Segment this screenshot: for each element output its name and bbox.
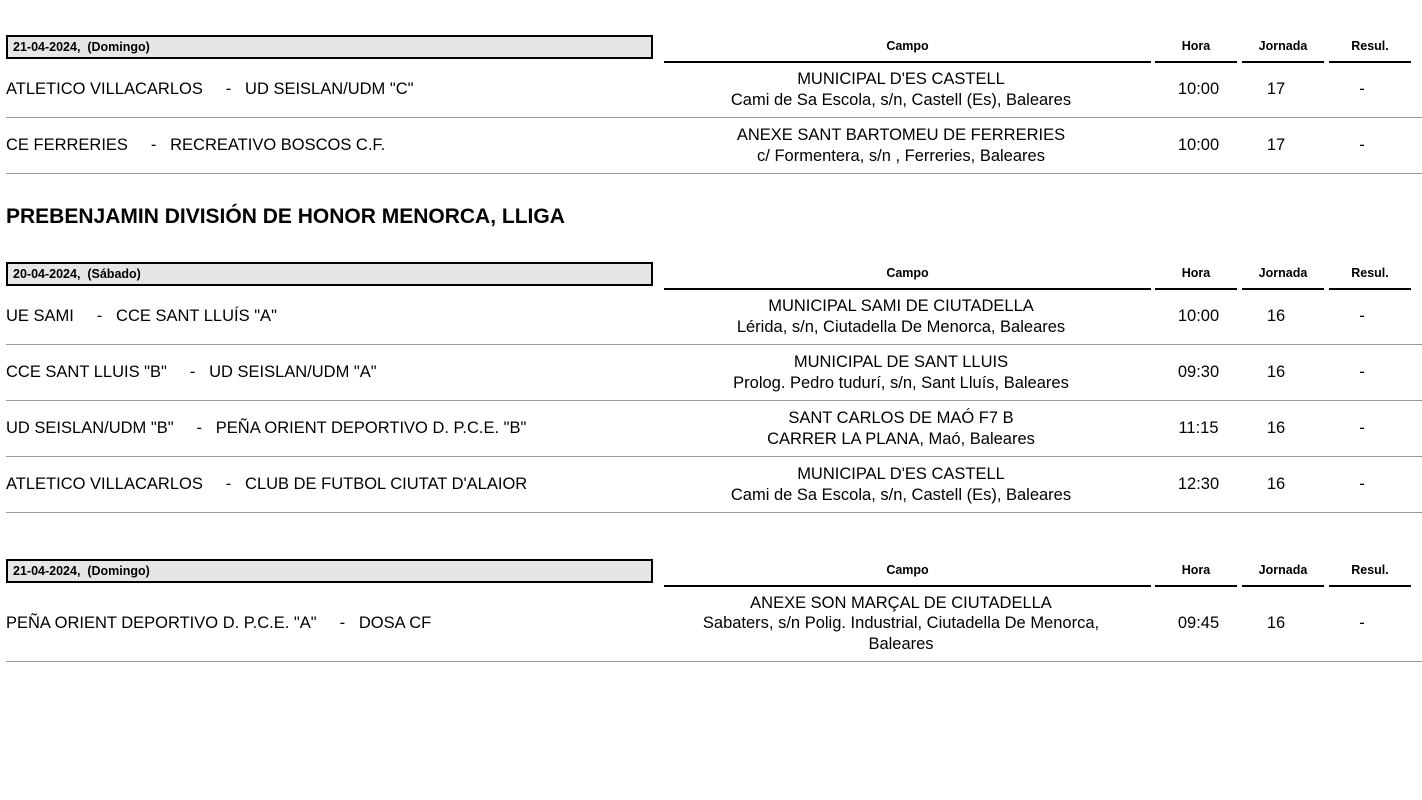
matchday: 16 [1266,363,1286,381]
fixture-block-3 [0,558,1422,662]
away-team: CLUB DE FUTBOL CIUTAT D'ALAIOR [245,475,528,493]
vs-separator: - [150,136,157,154]
teams [6,289,277,344]
venue [666,457,1136,512]
venue-name: MUNICIPAL D'ES CASTELL [797,465,1005,483]
block-header [0,261,1422,289]
match-row [6,457,1422,513]
column-header-hora: Hora [1155,558,1237,587]
home-team: ATLETICO VILLACARLOS [6,475,203,493]
column-header-resul: Resul. [1329,558,1411,587]
vs-separator: - [339,614,346,632]
fixture-block-1 [0,34,1422,174]
column-header-hora: Hora [1155,34,1237,63]
vs-separator: - [225,475,232,493]
column-header-hora: Hora [1155,261,1237,290]
matchday: 16 [1266,614,1286,632]
venue-address: Cami de Sa Escola, s/n, Castell (Es), Baleares [730,90,1072,109]
match-time: 09:30 [1177,363,1220,381]
home-team: CE FERRERIES [6,136,128,154]
venue-address: Sabaters, s/n Polig. Industrial, Ciutadella De Menorca, [702,614,1100,633]
column-header-campo: Campo [664,34,1151,63]
venue-address: Cami de Sa Escola, s/n, Castell (Es), Baleares [730,485,1072,504]
venue-name: ANEXE SON MARÇAL DE CIUTADELLA [750,593,1052,612]
home-team: ATLETICO VILLACARLOS [6,80,203,98]
match-result: - [1359,475,1365,493]
match-row [6,62,1422,118]
match-time: 10:00 [1177,136,1220,154]
column-header-resul: Resul. [1329,261,1411,290]
home-team: PEÑA ORIENT DEPORTIVO D. P.C.E. "A" [6,614,317,632]
teams [6,586,431,661]
matchday: 17 [1266,80,1286,98]
match-result: - [1359,136,1365,154]
home-team: CCE SANT LLUIS "B" [6,363,167,381]
vs-separator: - [196,419,202,437]
venue-address: Prolog. Pedro tudurí, s/n, Sant Lluís, Baleares [733,373,1069,392]
section-title: PREBENJAMIN DIVISIÓN DE HONOR MENORCA, LLIGA [6,205,565,228]
column-header-jornada: Jornada [1242,261,1324,290]
matchday: 17 [1266,136,1286,154]
venue [666,586,1136,661]
teams [6,457,527,512]
away-team: CCE SANT LLUÍS "A" [116,307,277,325]
matchday: 16 [1266,475,1286,493]
venue-address: CARRER LA PLANA, Maó, Baleares [767,429,1035,448]
match-result: - [1359,80,1365,98]
match-row [6,401,1422,457]
venue [666,118,1136,173]
venue-name: MUNICIPAL D'ES CASTELL [797,70,1005,88]
away-team: UD SEISLAN/UDM "C" [245,80,414,98]
away-team: PEÑA ORIENT DEPORTIVO D. P.C.E. "B" [215,419,527,437]
home-team: UD SEISLAN/UDM "B" [6,419,174,437]
match-time: 11:15 [1178,419,1219,437]
venue-name: MUNICIPAL SAMI DE CIUTADELLA [768,297,1034,315]
fixture-block-2 [0,261,1422,513]
venue-address: Lérida, s/n, Ciutadella De Menorca, Baleares [736,317,1066,336]
match-time: 10:00 [1177,80,1220,98]
venue [666,401,1136,456]
column-header-jornada: Jornada [1242,34,1324,63]
match-time: 10:00 [1177,307,1220,325]
away-team: UD SEISLAN/UDM "A" [209,363,377,381]
match-row [6,289,1422,345]
match-row [6,586,1422,662]
matchday: 16 [1266,419,1286,437]
venue-address-line-2: Baleares [868,634,934,653]
match-time: 09:45 [1177,614,1220,632]
home-team: UE SAMI [6,307,74,325]
match-row [6,345,1422,401]
vs-separator: - [225,80,232,98]
match-result: - [1359,614,1365,632]
vs-separator: - [189,363,196,381]
venue-name: MUNICIPAL DE SANT LLUIS [793,353,1009,371]
teams [6,118,385,173]
match-result: - [1359,419,1365,437]
column-header-campo: Campo [664,261,1151,290]
column-header-jornada: Jornada [1242,558,1324,587]
match-result: - [1359,363,1365,381]
teams [6,401,526,456]
away-team: DOSA CF [358,614,432,632]
match-row [6,118,1422,174]
teams [6,345,377,400]
column-header-campo: Campo [664,558,1151,587]
date-header: 20-04-2024, (Sábado) [6,262,653,286]
venue [666,289,1136,344]
venue [666,62,1136,117]
venue-name: SANT CARLOS DE MAÓ F7 B [788,409,1014,427]
match-time: 12:30 [1177,475,1220,493]
match-result: - [1359,307,1365,325]
block-header [0,34,1422,62]
teams [6,62,414,117]
venue-name: ANEXE SANT BARTOMEU DE FERRERIES [736,126,1066,144]
venue [666,345,1136,400]
matchday: 16 [1266,307,1286,325]
column-header-resul: Resul. [1329,34,1411,63]
date-header: 21-04-2024, (Domingo) [6,559,653,583]
block-header [0,558,1422,586]
venue-address: c/ Formentera, s/n , Ferreries, Baleares [757,146,1045,165]
date-header: 21-04-2024, (Domingo) [6,35,653,59]
vs-separator: - [96,307,103,325]
away-team: RECREATIVO BOSCOS C.F. [170,136,386,154]
